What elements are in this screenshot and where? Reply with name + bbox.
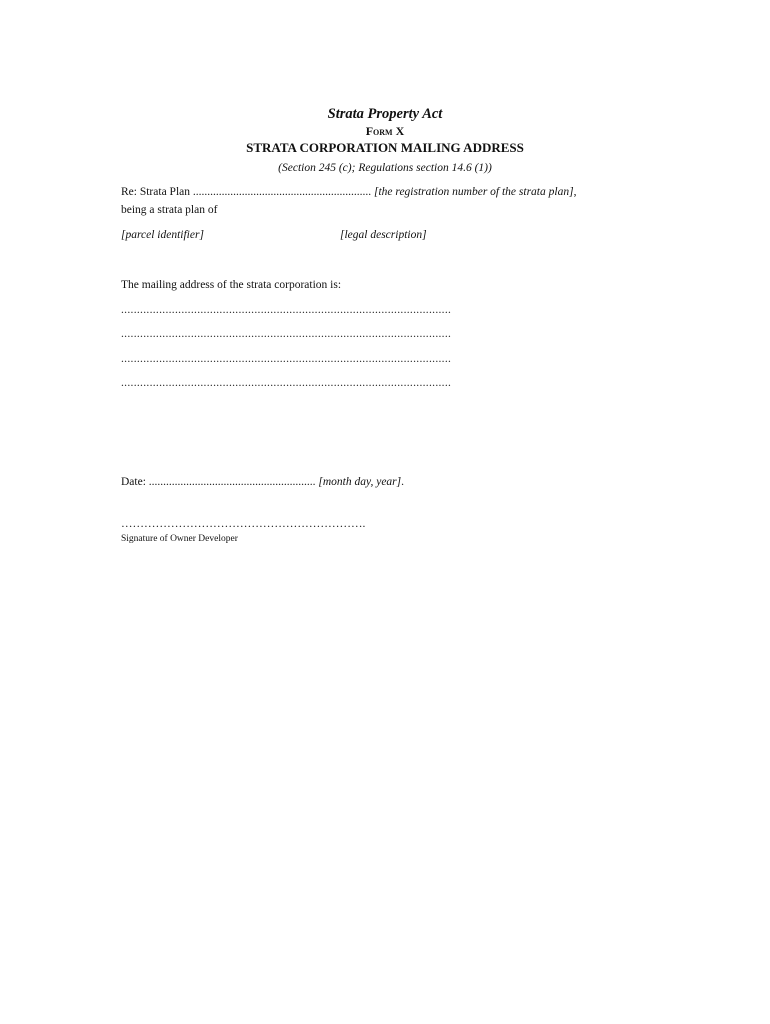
address-line-2-blank: ........................................................................................................: [121, 328, 452, 340]
act-title: Strata Property Act: [327, 106, 443, 122]
strata-plan-of-text: being a strata plan of: [121, 204, 218, 216]
form-number: Form X: [365, 124, 405, 138]
address-line-3-blank: ........................................................................................................: [121, 353, 452, 365]
form-title: STRATA CORPORATION MAILING ADDRESS: [246, 140, 524, 155]
signature-label: Signature of Owner Developer: [121, 534, 238, 544]
date-format-note: [month day, year]: [315, 476, 402, 488]
legal-description-placeholder: [legal description]: [340, 229, 427, 241]
date-suffix: .: [401, 476, 405, 488]
re-prefix: Re: Strata Plan: [121, 186, 193, 198]
date-label: Date:: [121, 476, 149, 488]
form-reference: (Section 245 (c); Regulations section 14.6 (1)): [278, 162, 492, 174]
address-line-4-blank: ........................................................................................................: [121, 377, 452, 389]
strata-plan-number-note: [the registration number of the strata plan]: [371, 186, 574, 198]
signature-blank-line: ……………………………………………………….: [121, 518, 366, 530]
re-suffix: ,: [573, 186, 577, 198]
re-strata-plan-line: [121, 186, 576, 198]
parcel-identifier-placeholder: [parcel identifier]: [121, 229, 204, 241]
date-blank: ..........................................................: [148, 476, 316, 488]
strata-plan-number-blank: ..............................................................: [192, 186, 372, 198]
mailing-address-intro: The mailing address of the strata corporation is:: [121, 279, 342, 291]
date-line: [121, 476, 404, 488]
address-line-1-blank: ........................................................................................................: [121, 304, 452, 316]
